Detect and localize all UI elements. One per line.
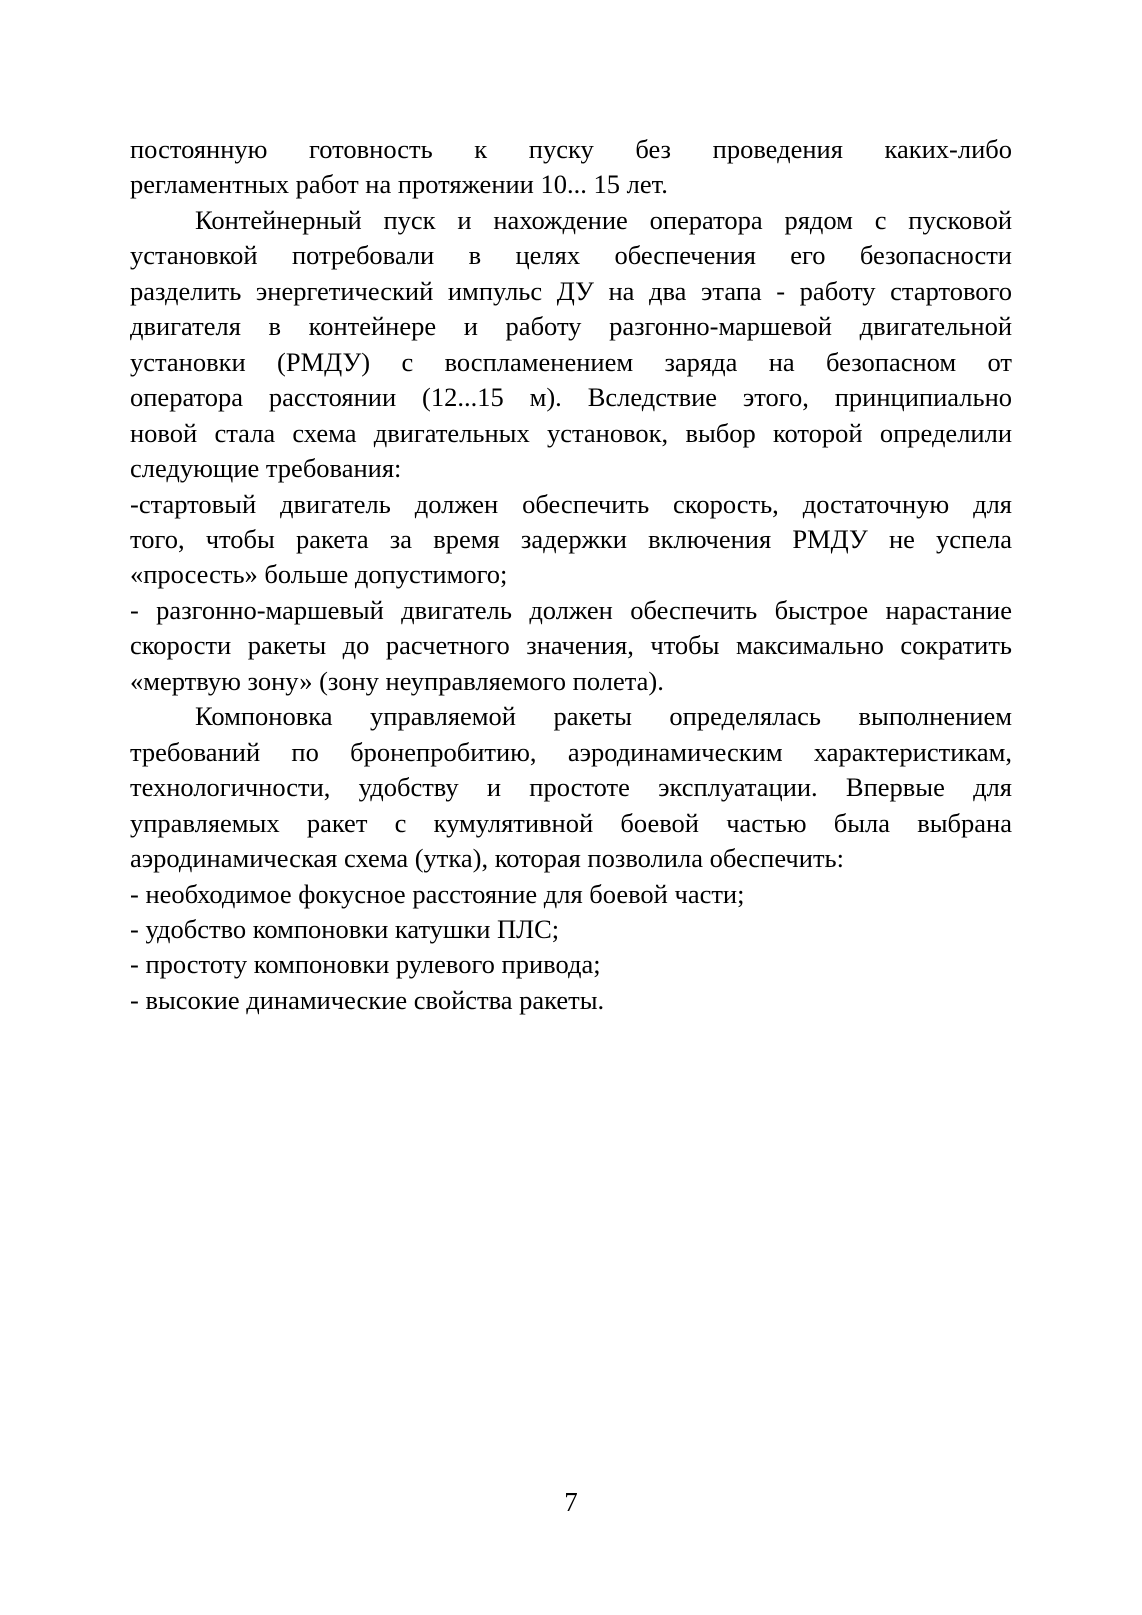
text-line: Контейнерный пуск и нахождение оператора рядом с пусковой [195, 204, 1012, 235]
text-line: Компоновка управляемой ракеты определялась выполнением [195, 701, 1012, 732]
text-line: требований по бронепробитию, аэродинамическим характеристикам, [130, 736, 1012, 767]
text-line: следующие требования: [130, 453, 402, 484]
text-line: «мертвую зону» (зону неуправляемого полета). [130, 665, 664, 696]
text-line: - необходимое фокусное расстояние для боевой части; [130, 878, 745, 909]
text-line: новой стала схема двигательных установок, выбор которой определили [130, 417, 1012, 448]
text-line: -стартовый двигатель должен обеспечить скорость, достаточную для [130, 488, 1012, 519]
text-line: установки (РМДУ) с воспламенением заряда на безопасном от [130, 346, 1012, 377]
text-line: постоянную готовность к пуску без проведения каких-либо [130, 134, 1012, 164]
text-line: - простоту компоновки рулевого привода; [130, 949, 601, 980]
text-line: двигателя в контейнере и работу разгонно-маршевой двигательной [130, 311, 1012, 342]
text-line: - удобство компоновки катушки ПЛС; [130, 913, 560, 944]
text-line: оператора расстоянии (12...15 м). Вследствие этого, принципиально [130, 382, 1012, 413]
text-line: технологичности, удобству и простоте эксплуатации. Впервые для [130, 772, 1012, 803]
text-line: аэродинамическая схема (утка), которая позволила обеспечить: [130, 843, 844, 874]
text-line: - высокие динамические свойства ракеты. [130, 984, 605, 1015]
text-line: разделить энергетический импульс ДУ на два этапа - работу стартового [130, 275, 1012, 306]
text-line: - разгонно-маршевый двигатель должен обеспечить быстрое нарастание [130, 594, 1012, 625]
text-line: «просесть» больше допустимого; [130, 559, 508, 590]
text-line: установкой потребовали в целях обеспечения его безопасности [130, 240, 1012, 271]
text-line: регламентных работ на протяжении 10... 15 лет. [130, 169, 668, 200]
text-line: управляемых ракет с кумулятивной боевой частью была выбрана [130, 807, 1012, 838]
text-line: скорости ракеты до расчетного значения, чтобы максимально сократить [130, 630, 1012, 661]
page-number: 7 [564, 1487, 578, 1517]
text-line: того, чтобы ракета за время задержки включения РМДУ не успела [130, 523, 1012, 554]
body-text [130, 132, 1012, 1018]
